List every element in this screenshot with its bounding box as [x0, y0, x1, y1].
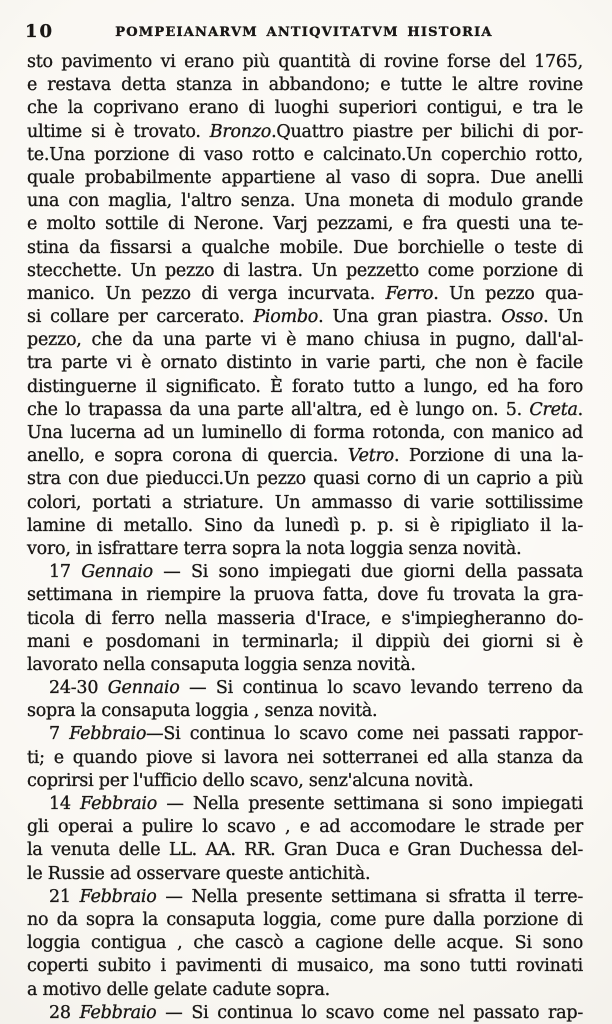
- italic-text-segment: Febbraio: [79, 886, 157, 907]
- text-segment: .Quattro piastre per bilichi di por-: [271, 121, 583, 142]
- text-segment: coprirsi per l'ufficio dello scavo, senz'alcuna novità.: [27, 770, 474, 791]
- text-segment: te.Una porzione di vaso rotto e calcinato.Un coperchio rotto,: [27, 144, 583, 165]
- text-line: [27, 352, 583, 375]
- text-segment: stina da fissarsi a qualche mobile. Due borchielle o teste di: [27, 237, 583, 258]
- text-segment: Una lucerna ad un luminello di forma rotonda, con manico ad: [27, 423, 583, 443]
- text-segment: stecchette. Un pezzo di lastra. Un pezzetto come porzione di: [27, 260, 583, 281]
- italic-text-segment: Bronzo: [209, 121, 272, 142]
- text-segment: gli operai a pulire lo scavo , e ad accomodare le strade per: [27, 817, 583, 838]
- text-line: [27, 816, 583, 839]
- text-segment: e molto sottile di Nerone. Varj pezzami, e fra questi una te-: [27, 214, 583, 235]
- text-line: [27, 886, 583, 909]
- italic-text-segment: Osso: [501, 307, 544, 328]
- text-line: [27, 51, 583, 74]
- text-line: [27, 538, 583, 561]
- text-segment: sto pavimento vi erano più quantità di rovine forse del 1765,: [27, 52, 583, 72]
- text-segment: una con maglia, l'altro senza. Una moneta di modulo grande: [27, 191, 583, 212]
- text-segment: sopra la consaputa loggia , senza novità.: [27, 701, 378, 722]
- text-segment: quale probabilmente appartiene al vaso di sopra. Due anelli: [27, 167, 583, 188]
- text-line: [27, 167, 583, 190]
- text-line: [27, 399, 583, 422]
- text-segment: 7: [49, 724, 70, 745]
- text-segment: no da sopra la consaputa loggia, come pure dalla porzione di: [27, 909, 583, 930]
- text-line: [27, 770, 583, 793]
- text-line: [27, 306, 583, 329]
- text-segment: stra con due pieducci.Un pezzo quasi corno di un caprio a più: [27, 469, 583, 490]
- text-segment: . Un: [543, 307, 583, 328]
- text-segment: la venuta delle LL. AA. RR. Gran Duca e Gran Duchessa del-: [27, 840, 583, 861]
- text-line: [27, 213, 583, 236]
- text-segment: ultime si è trovato.: [27, 121, 210, 142]
- text-segment: manico. Un pezzo di verga incurvata.: [27, 283, 386, 304]
- italic-text-segment: Febbraio: [80, 794, 158, 814]
- page-body-text: [27, 51, 583, 1024]
- running-head: [25, 20, 583, 44]
- text-segment: ticola di ferro nella masseria d'Irace, e s'impiegheranno do-: [27, 608, 583, 629]
- text-segment: anello, e sopra corona di quercia.: [27, 446, 348, 467]
- text-line: [27, 561, 583, 584]
- text-segment: 28: [49, 1002, 80, 1023]
- text-line: [27, 863, 583, 886]
- text-line: [27, 445, 583, 468]
- text-line: [27, 329, 583, 352]
- text-line: [27, 422, 583, 445]
- text-line: [27, 468, 583, 491]
- text-line: [27, 723, 583, 746]
- italic-text-segment: Febbraio: [69, 724, 147, 745]
- text-line: [27, 190, 583, 213]
- text-line: [27, 1002, 583, 1024]
- text-segment: settimana in riempire la pruova fatta, dove fu trovata la gra-: [27, 585, 583, 606]
- text-line: [27, 283, 583, 306]
- text-segment: . Una gran piastra.: [318, 307, 502, 328]
- text-line: [27, 677, 583, 700]
- text-line: [27, 932, 583, 955]
- text-segment: e restava detta stanza in abbandono; e tutte le altre rovine: [27, 75, 583, 96]
- text-line: [27, 839, 583, 862]
- text-line: [27, 260, 583, 283]
- text-segment: si collare per carcerato.: [27, 307, 254, 328]
- text-line: [27, 793, 583, 816]
- italic-text-segment: Piombo: [253, 307, 319, 328]
- text-segment: lavorato nella consaputa loggia senza novità.: [27, 654, 416, 675]
- text-segment: pezzo, che da una parte vi è mano chiusa in pugno, dall'al-: [27, 330, 583, 351]
- text-segment: — Nella presente settimana si sono impiegati: [157, 794, 583, 814]
- text-line: [27, 631, 583, 654]
- page-number: 10: [25, 21, 55, 42]
- text-segment: lamine di metallo. Sino da lunedì p. p. si è ripigliato il la-: [27, 515, 583, 536]
- italic-text-segment: Ferro: [385, 283, 434, 304]
- italic-text-segment: Gennaio: [107, 678, 180, 699]
- text-line: [27, 492, 583, 515]
- italic-text-segment: Gennaio: [81, 562, 153, 583]
- text-segment: mani e posdomani in terminarla; il dippiù dei giorni si è: [27, 631, 583, 652]
- text-line: [27, 121, 583, 144]
- text-line: [27, 909, 583, 932]
- text-segment: 24-30: [49, 678, 108, 699]
- text-segment: . Un pezzo qua-: [433, 283, 583, 304]
- text-segment: 17: [49, 562, 82, 583]
- text-segment: che la coprivano erano di luoghi superiori contigui, e tra le: [27, 98, 583, 119]
- text-segment: colori, portati a striature. Un ammasso di varie sottilissime: [27, 492, 583, 513]
- text-segment: .: [577, 399, 583, 420]
- text-segment: ti; e quando piove si lavora nei sotterranei ed alla stanza da: [27, 747, 583, 768]
- text-line: [27, 97, 583, 120]
- text-line: [27, 74, 583, 97]
- text-segment: a motivo delle gelate cadute sopra.: [27, 979, 330, 1000]
- text-segment: — Si continua lo scavo come nel passato rap-: [156, 1002, 583, 1023]
- text-line: [27, 237, 583, 260]
- text-line: [27, 144, 583, 167]
- text-line: [27, 654, 583, 677]
- text-segment: 21: [49, 886, 80, 907]
- text-segment: loggia contigua , che cascò a cagione delle acque. Si sono: [27, 933, 583, 954]
- running-head-title: POMPEIANARVM ANTIQVITATVM HISTORIA: [115, 25, 493, 40]
- text-segment: tra parte vi è ornato distinto in varie parti, che non è facile: [27, 353, 583, 374]
- italic-text-segment: Vetro: [347, 446, 394, 467]
- text-line: [27, 608, 583, 631]
- text-line: [27, 584, 583, 607]
- text-line: [27, 700, 583, 723]
- text-segment: — Si continua lo scavo levando terreno da: [179, 678, 583, 699]
- text-segment: . Porzione di una la-: [393, 446, 583, 467]
- text-line: [27, 979, 583, 1002]
- italic-text-segment: Creta: [529, 399, 578, 420]
- italic-text-segment: Febbraio: [79, 1002, 157, 1023]
- text-segment: — Nella presente settimana si sfratta il terre-: [156, 886, 583, 907]
- text-segment: —Si continua lo scavo come nei passati rappor-: [146, 724, 583, 745]
- text-line: [27, 747, 583, 770]
- text-line: [27, 515, 583, 538]
- text-line: [27, 376, 583, 399]
- text-segment: coperti subito i pavimenti di musaico, ma sono tutti rovinati: [27, 956, 583, 977]
- text-segment: che lo trapassa da una parte all'altra, ed è lungo on. 5.: [27, 399, 530, 420]
- text-segment: le Russie ad osservare queste antichità.: [27, 863, 371, 884]
- text-segment: 14: [49, 794, 81, 814]
- text-segment: distinguerne il significato. È forato tutto a lungo, ed ha foro: [27, 376, 583, 397]
- text-segment: voro, in isfrattare terra sopra la nota loggia senza novità.: [27, 538, 522, 559]
- text-segment: — Si sono impiegati due giorni della passata: [152, 562, 583, 583]
- text-line: [27, 955, 583, 978]
